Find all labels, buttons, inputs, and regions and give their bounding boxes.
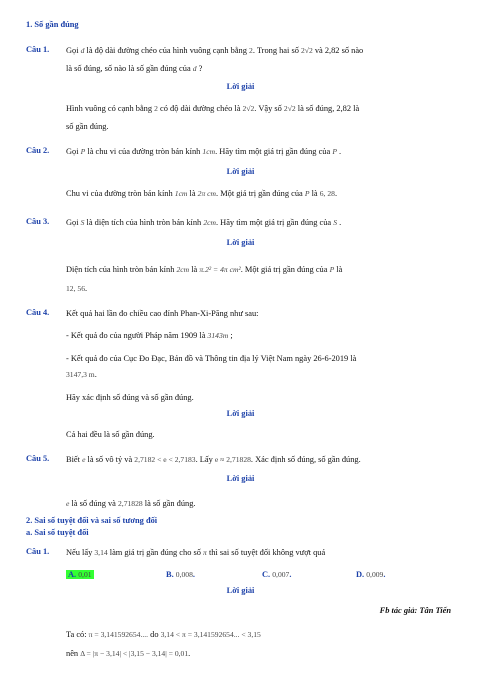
question-1-line-1: Gọi d là độ dài đường chéo của hình vuông cạnh bằng 2. Trong hai số 2√2 và 2,82 số nào xyxy=(66,46,364,55)
solution-3-line-2: 12, 56. xyxy=(66,284,88,293)
question-4-label: Câu 4. xyxy=(26,308,50,317)
question-4-line-4: 3147,3 m. xyxy=(66,370,97,379)
section-heading-1: 1. Số gần đúng xyxy=(26,20,79,29)
question-5-label: Câu 5. xyxy=(26,454,50,463)
option-c[interactable]: C. 0,007. xyxy=(262,570,292,579)
question-4-line-2: - Kết quả đo của người Pháp năm 1909 là 3143m ; xyxy=(66,331,233,340)
solution-heading-3: Lời giải xyxy=(226,238,255,247)
solution-6-line-2: nên Δ = |π − 3,14| < |3,15 − 3,14| = 0,01. xyxy=(66,649,191,658)
question-4-line-1: Kết quả hai lần đo chiều cao đỉnh Phan-Xi-Păng như sau: xyxy=(66,309,259,318)
solution-5-line: e là số đúng và 2,71828 là số gần đúng. xyxy=(66,499,196,508)
solution-4-line: Cả hai đều là số gần đúng. xyxy=(66,430,155,439)
solution-2-line: Chu vi của đường tròn bán kính 1cm là 2π cm. Một giá trị gần đúng của P là 6, 28. xyxy=(66,189,338,198)
solution-heading-4: Lời giải xyxy=(226,409,255,418)
solution-heading-1: Lời giải xyxy=(226,82,255,91)
question-2-label: Câu 2. xyxy=(26,146,50,155)
solution-6-line-1: Ta có: π = 3,141592654.... do 3,14 < π = 3,141592654... < 3,15 xyxy=(66,630,261,639)
subsection-heading-2a: a. Sai số tuyệt đối xyxy=(26,528,89,537)
question-5-line: Biết e là số vô tỷ và 2,7182 < e < 2,7183. Lấy e ≈ 2,71828. Xác định số đúng, số gần đúng. xyxy=(66,455,361,464)
question-3-label: Câu 3. xyxy=(26,217,50,226)
solution-1-line-1: Hình vuông có cạnh bằng 2 có độ dài đường chéo là 2√2. Vậy số 2√2 là số đúng, 2,82 là xyxy=(66,104,360,113)
solution-3-line-1: Diện tích của hình tròn bán kính 2cm là π.2² = 4π cm². Một giá trị gần đúng của P là xyxy=(66,265,343,274)
solution-heading-2: Lời giải xyxy=(226,167,255,176)
author-credit: Fb tác giả: Tân Tiến xyxy=(379,606,451,615)
question-3-line: Gọi S là diện tích của hình tròn bán kính 2cm. Hãy tìm một giá trị gần đúng của S . xyxy=(66,218,342,227)
option-a[interactable]: A. 0,01 xyxy=(68,570,92,579)
option-b[interactable]: B. 0,008. xyxy=(166,570,195,579)
question-4-line-3: - Kết quả đo của Cục Đo Đạc, Bản đồ và Thông tin địa lý Việt Nam ngày 26-6-2019 là xyxy=(66,354,357,363)
question-6-line: Nếu lấy 3,14 làm giá trị gần đúng cho số π thì sai số tuyệt đối không vượt quá xyxy=(66,548,326,557)
question-1-label: Câu 1. xyxy=(26,45,50,54)
question-6-label: Câu 1. xyxy=(26,547,50,556)
option-d[interactable]: D. 0,009. xyxy=(356,570,386,579)
question-1-line-2: là số đúng, số nào là số gần đúng của d ? xyxy=(66,64,203,73)
solution-1-line-2: số gần đúng. xyxy=(66,122,109,131)
solution-heading-5: Lời giải xyxy=(226,474,255,483)
question-2-line: Gọi P là chu vi của đường tròn bán kính 1cm. Hãy tìm một giá trị gần đúng của P . xyxy=(66,147,342,156)
section-heading-2: 2. Sai số tuyệt đối và sai số tương đối xyxy=(26,516,158,525)
question-4-line-5: Hãy xác định số đúng và số gần đúng. xyxy=(66,393,194,402)
solution-heading-6: Lời giải xyxy=(226,586,255,595)
